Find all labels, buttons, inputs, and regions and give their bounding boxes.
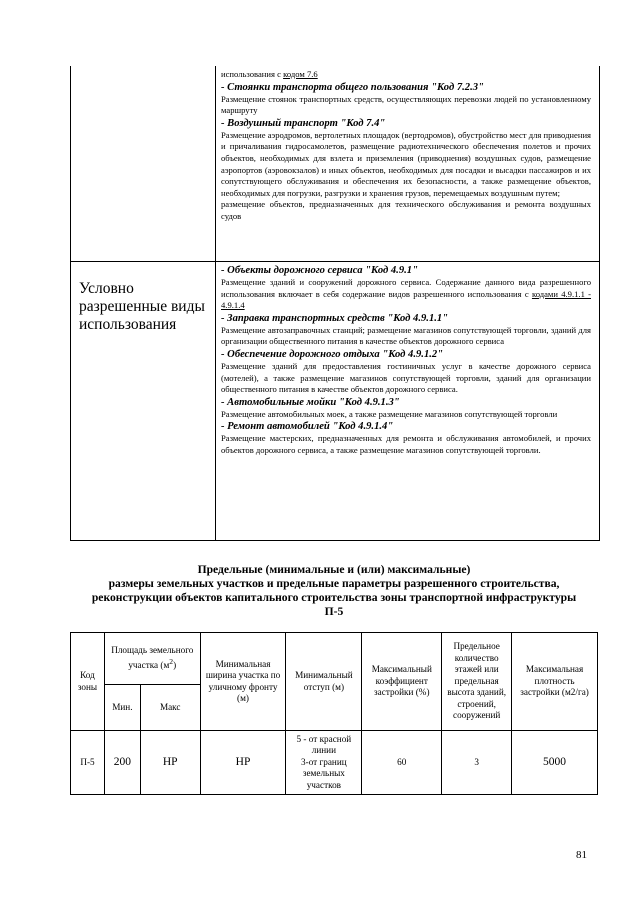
use-description: Размещение автозаправочных станций; размещение магазинов сопутствующей торговли, зданий для организации общественного питания в качестве объектов дорожного сервиса [221,324,591,347]
use-heading: - Ремонт автомобилей "Код 4.9.1.4" [221,421,394,433]
use-heading: - Заправка транспортных средств "Код 4.9.1.1" [221,312,449,324]
title-line: П-5 [324,605,344,618]
use-description: Размещение зданий и сооружений дорожного сервиса. Содержание данного вида разрешенного использования включает в себя содержание видов разрешенного использования с [221,277,591,299]
header-floors: Предельное количество этажей или предельная высота зданий, строений, сооружений [442,633,512,731]
use-description: Размещение аэродромов, вертолетных площадок (вертодромов), обустройство мест для приводнения и причаливания гидросамолетов, размещение радиотехнического обеспечения полетов и прочих объектов, необходимых для взлета и приземления (приводнения) воздушных судов, размещение аэропортов (аэровокзалов) и иных объектов, необходимых для посадки и высадки пассажиров и их сопутствующего обслуживания и обеспечения их безопасности, а также размещение объектов, необходимых для погрузки, разгрузки и хранения грузов, перемещаемых воздушным путем; [221,129,591,198]
header-code: Код зоны [71,633,105,731]
use-description: Размещение зданий для предоставления гостиничных услуг в качестве дорожного сервиса (мотелей), а также размещение магазинов сопутствующей торговли, зданий для организации общественного питания в качестве объектов дорожного сервиса. [221,360,591,395]
main-uses-cell [221,69,591,223]
cell-setback: 5 - от красной линии 3-от границ земельных участков [286,731,362,795]
cell-floors: 3 [442,731,512,795]
use-description: размещение объектов, предназначенных для технического обслуживания и ремонта воздушных судов [221,199,591,221]
use-description: Размещение автомобильных моек, а также размещение магазинов сопутствующей торговли [221,408,558,419]
page-number: 81 [576,849,587,861]
header-coefficient: Максимальный коэффициент застройки (%) [362,633,442,731]
header-min: Мин. [104,685,140,731]
permitted-uses-table [70,66,600,541]
cell-width: НР [200,731,286,795]
title-line: реконструкции объектов капитального строительства зоны транспортной инфраструктуры [91,591,577,604]
use-heading: - Стоянки транспорта общего пользования "Код 7.2.3" [221,81,484,93]
use-description: Размещение мастерских, предназначенных для ремонта и обслуживания автомобилей, и прочих объектов дорожного сервиса, а также размещение магазинов сопутствующей торговли. [221,433,591,455]
use-heading: - Объекты дорожного сервиса "Код 4.9.1" [221,265,418,276]
use-heading: - Автомобильные мойки "Код 4.9.1.3" [221,396,400,408]
title-line: размеры земельных участков и предельные параметры разрешенного строительства, [108,577,560,590]
cell-coefficient: 60 [362,731,442,795]
column-divider [215,66,216,540]
parameters-table [70,632,598,795]
cell-code: П-5 [71,731,105,795]
cell-min: 200 [104,731,140,795]
table-header-row [71,633,598,685]
title-line: Предельные (минимальные и (или) максимальные) [197,563,471,576]
table-row [71,731,598,795]
use-description: Размещение стоянок транспортных средств, осуществляющих перевозки людей по установленному маршруту [221,93,591,116]
conditional-uses-label: Условно разрешенные виды использования [79,280,205,333]
carry-text: использования с [221,69,284,79]
section-title [70,563,598,619]
code-link[interactable]: кодом 7.6 [283,69,318,79]
header-density: Максимальная плотность застройки (м2/га) [512,633,598,731]
row-divider [71,261,599,262]
cell-density: 5000 [512,731,598,795]
conditional-uses-cell [221,264,591,457]
use-heading: - Воздушный транспорт "Код 7.4" [221,117,386,129]
header-setback: Минимальный отступ (м) [286,633,362,731]
cell-max: НР [140,731,200,795]
header-max: Макс [140,685,200,731]
code-link[interactable]: кодами 4.9.1.1 - 4.9.1.4 [221,288,591,311]
header-area: Площадь земельного участка $(м^2)$ [104,633,200,685]
use-heading: - Обеспечение дорожного отдыха "Код 4.9.1.2" [221,348,444,360]
header-width: Минимальная ширина участка по уличному фронту (м) [200,633,286,731]
